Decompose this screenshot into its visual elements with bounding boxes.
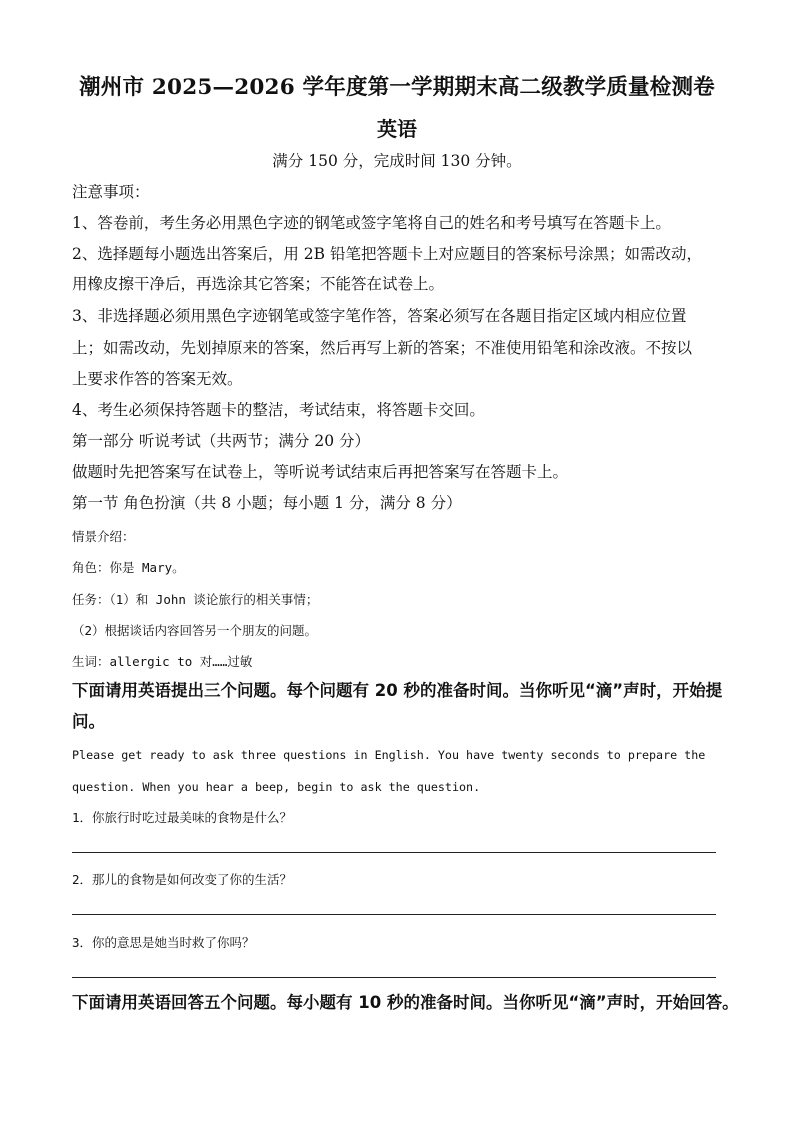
note-item-2-line-1: 2、选择题每小题选出答案后，用 2B 铅笔把答题卡上对应题目的答案标号涂黑；如需改动， — [72, 245, 702, 263]
subject-title: 英语 — [377, 117, 417, 141]
note-item-1: 1、答卷前，考生务必用黑色字迹的钢笔或签字笔将自己的姓名和考号填写在答题卡上。 — [72, 214, 671, 232]
note-item-3-line-2: 上；如需改动，先划掉原来的答案，然后再写上新的答案；不准使用铅笔和涂改液。不按以 — [72, 339, 693, 357]
scenario-intro: 情景介绍： — [72, 529, 135, 544]
note-item-3-line-3: 上要求作答的答案无效。 — [72, 370, 243, 388]
exam-title: 潮州市 2025—2026 学年度第一学期期末高二级教学质量检测卷 — [79, 75, 715, 100]
scenario-vocab: 生词：allergic to 对……过敏 — [72, 654, 253, 669]
scenario-task-1: 任务：（1）和 John 谈论旅行的相关事情； — [72, 592, 319, 607]
ask-instruction-line-1: 下面请用英语提出三个问题。每个问题有 20 秒的准备时间。当你听见“滴”声时，开始提 — [72, 681, 723, 700]
question-1: 1．你旅行时吃过最美味的食物是什么？ — [72, 810, 293, 825]
part1-heading: 第一部分 听说考试（共两节；满分 20 分） — [72, 432, 371, 450]
score-time-line: 满分 150 分，完成时间 130 分钟。 — [272, 152, 522, 170]
question-2: 2．那儿的食物是如何改变了你的生活？ — [72, 872, 293, 887]
answer-line-2 — [72, 914, 716, 915]
notes-heading: 注意事项： — [72, 183, 150, 201]
ask-english-line-2: question. When you hear a beep, begin to ask the question. — [72, 780, 481, 794]
answer-line-3 — [72, 977, 716, 978]
scenario-task-2: （2）根据谈话内容回答另一个朋友的问题。 — [72, 623, 318, 638]
note-item-4: 4、考生必须保持答题卡的整洁，考试结束，将答题卡交回。 — [72, 401, 485, 419]
answer-instruction: 下面请用英语回答五个问题。每小题有 10 秒的准备时间。当你听见“滴”声时，开始回答。 — [72, 993, 739, 1012]
section1-heading: 第一节 角色扮演（共 8 小题；每小题 1 分，满分 8 分） — [72, 494, 462, 512]
question-3: 3．你的意思是她当时救了你吗？ — [72, 935, 255, 950]
scenario-role: 角色：你是 Mary。 — [72, 560, 185, 575]
answer-line-1 — [72, 852, 716, 853]
ask-english-line-1: Please get ready to ask three questions in English. You have twenty seconds to prepare the — [72, 748, 706, 762]
note-item-2-line-2: 用橡皮擦干净后，再选涂其它答案；不能答在试卷上。 — [72, 275, 445, 293]
ask-instruction-line-2: 问。 — [72, 712, 105, 731]
note-item-3-line-1: 3、非选择题必须用黑色字迹钢笔或签字笔作答，答案必须写在各题目指定区域内相应位置 — [72, 307, 687, 325]
part1-instruction: 做题时先把答案写在试卷上，等听说考试结束后再把答案写在答题卡上。 — [72, 463, 569, 481]
